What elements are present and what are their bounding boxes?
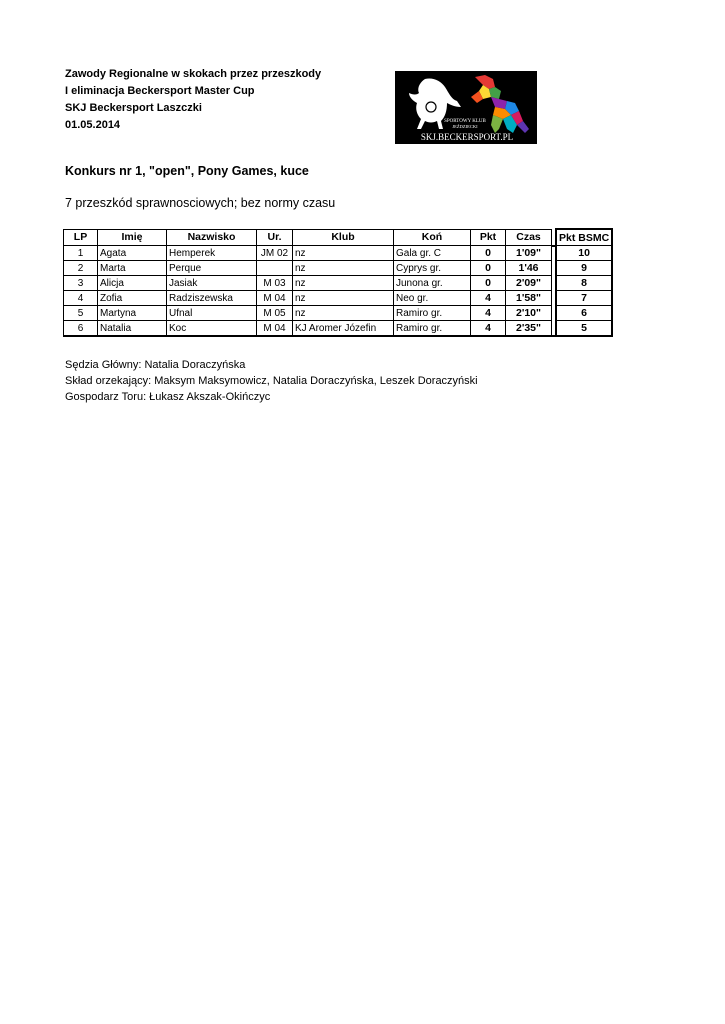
table-row [64,261,613,276]
course-designer: Gospodarz Toru: Łukasz Akszak-Okińczyc [65,391,271,403]
row-club: nz [293,261,394,276]
row-club: nz [293,246,394,261]
row-last-name: Hemperek [167,246,257,261]
row-last-name: Jasiak [167,276,257,291]
row-points: 4 [471,291,506,306]
row-birth: M 03 [257,276,293,291]
logo-site: SKJ.BECKERSPORT.PL [420,132,514,142]
row-horse: Neo gr. [394,291,471,306]
row-lp: 5 [64,306,98,321]
row-first-name: Agata [98,246,167,261]
header-birth: Ur. [257,229,293,246]
row-last-name: Perque [167,261,257,276]
table-row [64,291,613,306]
row-points: 4 [471,321,506,337]
table-row [64,321,613,337]
logo-text-line1: SPORTOWY KLUB [444,119,486,124]
row-first-name: Natalia [98,321,167,337]
table-row [64,246,613,261]
row-points: 0 [471,276,506,291]
row-bsmc-points: 8 [556,276,612,291]
row-bsmc-points: 6 [556,306,612,321]
row-first-name: Zofia [98,291,167,306]
row-horse: Cyprys gr. [394,261,471,276]
row-birth: M 04 [257,321,293,337]
header-club: Klub [293,229,394,246]
event-header [65,66,321,134]
row-horse: Ramiro gr. [394,306,471,321]
row-club: KJ Aromer Józefin [293,321,394,337]
row-first-name: Alicja [98,276,167,291]
row-time: 2'35" [506,321,552,337]
row-birth: M 04 [257,291,293,306]
row-bsmc-points: 7 [556,291,612,306]
row-birth: JM 02 [257,246,293,261]
horse-logo-icon [395,71,537,144]
club-logo [395,71,537,144]
row-horse: Gala gr. C [394,246,471,261]
event-organizer: SKJ Beckersport Laszczki [65,102,202,114]
row-horse: Ramiro gr. [394,321,471,337]
row-last-name: Koc [167,321,257,337]
row-bsmc-points: 5 [556,321,612,337]
row-time: 1'58" [506,291,552,306]
row-time: 1'09" [506,246,552,261]
row-lp: 2 [64,261,98,276]
row-time: 1'46 [506,261,552,276]
row-first-name: Marta [98,261,167,276]
row-lp: 6 [64,321,98,337]
officials [65,357,478,405]
event-title: Zawody Regionalne w skokach przez przeszkody [65,68,322,80]
row-bsmc-points: 9 [556,261,612,276]
contest-title: Konkurs nr 1, "open", Pony Games, kuce [65,164,309,178]
row-last-name: Ufnal [167,306,257,321]
header-horse: Koń [394,229,471,246]
event-series: I eliminacja Beckersport Master Cup [65,85,255,97]
row-lp: 4 [64,291,98,306]
event-date: 01.05.2014 [65,119,121,131]
contest-subtitle: 7 przeszkód sprawnosciowych; bez normy czasu [65,196,336,210]
row-birth [257,261,293,276]
row-club: nz [293,291,394,306]
chief-judge: Sędzia Główny: Natalia Doraczyńska [65,359,246,371]
header-time: Czas [506,229,552,246]
row-last-name: Radziszewska [167,291,257,306]
row-first-name: Martyna [98,306,167,321]
row-points: 4 [471,306,506,321]
results-table [63,228,613,337]
row-points: 0 [471,246,506,261]
row-lp: 3 [64,276,98,291]
row-time: 2'10" [506,306,552,321]
row-club: nz [293,306,394,321]
row-birth: M 05 [257,306,293,321]
row-horse: Junona gr. [394,276,471,291]
header-bsmc-points: Pkt BSMC [556,229,612,246]
logo-text-line2: JEŹDZIECKI [452,124,478,129]
header-points: Pkt [471,229,506,246]
header-last-name: Nazwisko [167,229,257,246]
row-lp: 1 [64,246,98,261]
row-bsmc-points: 10 [556,246,612,261]
row-time: 2'09" [506,276,552,291]
jury: Skład orzekający: Maksym Maksymowicz, Natalia Doraczyńska, Leszek Doraczyński [65,375,478,387]
row-points: 0 [471,261,506,276]
table-header-row [64,229,613,246]
row-club: nz [293,276,394,291]
header-first-name: Imię [98,229,167,246]
table-row [64,306,613,321]
header-lp: LP [64,229,98,246]
table-row [64,276,613,291]
